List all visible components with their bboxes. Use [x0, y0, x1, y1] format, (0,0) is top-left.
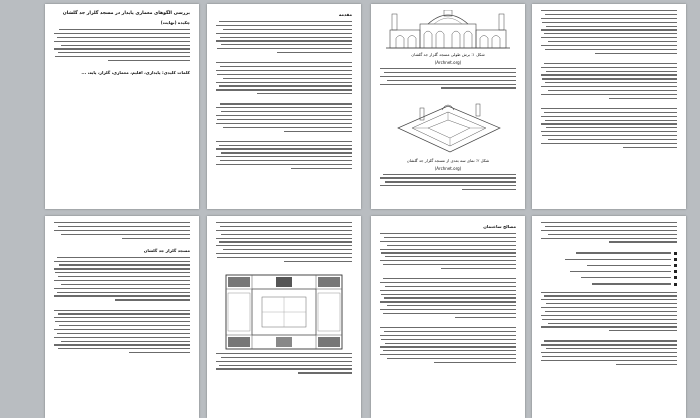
- text-line: [221, 357, 352, 358]
- text-line: [58, 226, 190, 227]
- paper-title: بررسی الگوهای معماری پایدار در مسجد گلزار جد گلشان: [62, 11, 190, 16]
- page4-text-3: [541, 108, 677, 148]
- text-line: [57, 333, 190, 334]
- text-line: [609, 330, 677, 331]
- text-line: [544, 33, 677, 34]
- text-line: [441, 268, 516, 269]
- text-line: [54, 344, 190, 345]
- text-line: [541, 108, 677, 109]
- text-line: [545, 82, 677, 83]
- text-line: [216, 115, 352, 116]
- text-line: [54, 310, 190, 311]
- text-line: [383, 278, 516, 279]
- text-line: [54, 48, 190, 49]
- text-line: [217, 119, 352, 120]
- page8-text-3: [541, 340, 677, 364]
- text-line: [216, 40, 352, 41]
- text-line: [216, 89, 352, 90]
- text-line: [216, 245, 352, 246]
- text-line: [61, 284, 190, 285]
- text-line: [541, 315, 677, 316]
- text-line: [291, 168, 352, 169]
- document-page-4: [532, 4, 686, 209]
- text-line: [54, 288, 190, 289]
- document-page-6: [207, 216, 361, 418]
- text-line: [384, 72, 516, 73]
- text-line: [383, 174, 516, 175]
- text-line: [616, 364, 677, 365]
- text-line: [216, 238, 352, 239]
- text-line: [216, 368, 352, 369]
- figure-1-caption: شکل ۱: برش طولی مسجد گلزار جد گلشان: [411, 52, 485, 57]
- text-line: [217, 48, 352, 49]
- text-line: [216, 62, 352, 63]
- text-line: [220, 226, 352, 227]
- text-line: [216, 156, 352, 157]
- text-line: [115, 299, 190, 300]
- text-line: [609, 241, 677, 242]
- text-line: [544, 340, 677, 341]
- text-line: [380, 346, 516, 347]
- document-page-2: [207, 4, 361, 209]
- text-line: [541, 45, 677, 46]
- text-line: [54, 33, 190, 34]
- text-line: [284, 131, 352, 132]
- intro-text-1: [216, 21, 352, 53]
- page5-text-1: [54, 222, 190, 239]
- page8-text-1: [541, 222, 677, 243]
- list-item: [541, 270, 677, 273]
- text-line: [387, 305, 516, 306]
- abstract-heading: چکیده (نهایت): [160, 20, 190, 25]
- text-line: [216, 253, 352, 254]
- text-line: [216, 148, 352, 149]
- page4-text-2: [541, 63, 677, 99]
- abstract-text: [54, 29, 190, 61]
- page3-text-1: [380, 68, 516, 89]
- text-line: [541, 123, 677, 124]
- text-line: [220, 37, 352, 38]
- text-line: [548, 90, 677, 91]
- figure-1-subcaption: (Archnet.org): [434, 60, 462, 65]
- text-line: [59, 264, 190, 265]
- text-line: [541, 307, 677, 308]
- text-line: [383, 264, 516, 265]
- text-line: [380, 290, 516, 291]
- text-line: [220, 160, 352, 161]
- text-line: [216, 33, 352, 34]
- text-line: [223, 127, 352, 128]
- text-line: [221, 111, 352, 112]
- text-line: [219, 145, 352, 146]
- text-line: [541, 86, 677, 87]
- text-line: [219, 85, 352, 86]
- text-line: [541, 326, 677, 327]
- text-line: [108, 60, 190, 61]
- text-line: [541, 299, 677, 300]
- text-line: [217, 74, 352, 75]
- text-line: [541, 352, 677, 353]
- text-line: [462, 189, 516, 190]
- text-line: [548, 323, 677, 324]
- text-line: [216, 70, 352, 71]
- text-line: [545, 226, 677, 227]
- list-item: [541, 258, 677, 261]
- text-line: [57, 257, 190, 258]
- text-line: [545, 14, 677, 15]
- text-line: [220, 103, 352, 104]
- text-line: [385, 343, 516, 344]
- text-line: [380, 68, 516, 69]
- text-line: [54, 230, 190, 231]
- text-line: [542, 78, 677, 79]
- text-line: [380, 309, 516, 310]
- text-line: [216, 82, 352, 83]
- text-line: [58, 313, 190, 314]
- text-line: [546, 127, 677, 128]
- text-line: [58, 52, 190, 53]
- text-line: [380, 249, 516, 250]
- text-line: [541, 74, 677, 75]
- text-line: [216, 25, 352, 26]
- text-line: [380, 241, 516, 242]
- text-line: [546, 348, 677, 349]
- text-line: [216, 353, 352, 354]
- text-line: [541, 10, 677, 11]
- section-heading-mosque: مسجد گلزار جد گلشان: [143, 247, 190, 253]
- text-line: [55, 321, 190, 322]
- text-line: [541, 143, 677, 144]
- text-line: [54, 222, 190, 223]
- text-line: [387, 245, 516, 246]
- text-line: [217, 257, 352, 258]
- text-line: [57, 292, 190, 293]
- text-line: [385, 286, 516, 287]
- text-line: [380, 84, 516, 85]
- text-line: [381, 339, 516, 340]
- text-line: [384, 297, 516, 298]
- text-line: [54, 280, 190, 281]
- section-heading-materials: مصالح ساختمان: [483, 224, 516, 229]
- text-line: [542, 22, 677, 23]
- mosque-floor-plan-drawing: [222, 271, 346, 353]
- text-line: [380, 260, 516, 261]
- text-line: [54, 295, 190, 296]
- text-line: [219, 365, 352, 366]
- page7-text-3: [380, 327, 516, 363]
- text-line: [380, 185, 516, 186]
- text-line: [221, 44, 352, 45]
- text-line: [387, 80, 516, 81]
- text-line: [545, 311, 677, 312]
- page4-text-1: [541, 10, 677, 54]
- text-line: [219, 241, 352, 242]
- text-line: [216, 222, 352, 223]
- page5-text-2: [54, 257, 190, 301]
- text-line: [383, 350, 516, 351]
- text-line: [545, 49, 677, 50]
- text-line: [546, 303, 677, 304]
- section-heading-intro: مقدمه: [338, 12, 352, 17]
- intro-text-2: [216, 62, 352, 94]
- text-line: [57, 37, 190, 38]
- text-line: [545, 120, 677, 121]
- list-item: [541, 252, 677, 255]
- list-item: [541, 276, 677, 279]
- text-line: [548, 41, 677, 42]
- text-line: [61, 341, 190, 342]
- page7-text-2: [380, 278, 516, 318]
- text-line: [384, 237, 516, 238]
- text-line: [383, 313, 516, 314]
- text-line: [541, 360, 677, 361]
- text-line: [541, 292, 677, 293]
- text-line: [54, 329, 190, 330]
- text-line: [380, 301, 516, 302]
- text-line: [54, 268, 190, 269]
- text-line: [55, 272, 190, 273]
- text-line: [548, 139, 677, 140]
- text-line: [59, 325, 190, 326]
- mosque-section-drawing: [384, 10, 512, 50]
- text-line: [542, 356, 677, 357]
- text-line: [541, 116, 677, 117]
- text-line: [216, 141, 352, 142]
- text-line: [380, 233, 516, 234]
- text-line: [54, 261, 190, 262]
- text-line: [541, 29, 677, 30]
- list-item: [541, 283, 677, 286]
- text-line: [61, 234, 190, 235]
- text-line: [381, 252, 516, 253]
- text-line: [219, 21, 352, 22]
- text-line: [441, 87, 516, 88]
- text-line: [544, 112, 677, 113]
- text-line: [380, 177, 516, 178]
- text-line: [61, 45, 190, 46]
- document-page-5: [45, 216, 199, 418]
- page7-text-1: [380, 233, 516, 269]
- text-line: [380, 335, 516, 336]
- text-line: [434, 362, 516, 363]
- page6-text-1: [216, 222, 352, 262]
- intro-text-4: [216, 141, 352, 169]
- page8-bullet-list: [541, 252, 677, 286]
- text-line: [380, 76, 516, 77]
- text-line: [455, 317, 516, 318]
- text-line: [380, 327, 516, 328]
- text-line: [223, 78, 352, 79]
- text-line: [298, 372, 352, 373]
- text-line: [54, 41, 190, 42]
- text-line: [221, 234, 352, 235]
- text-line: [542, 319, 677, 320]
- text-line: [284, 261, 352, 262]
- text-line: [623, 147, 677, 148]
- text-line: [223, 249, 352, 250]
- text-line: [277, 52, 352, 53]
- keywords-line: کلمات کلیدی: پایداری، اقلیم، معماری، گلزار، پایه، ...: [81, 70, 190, 76]
- text-line: [220, 66, 352, 67]
- text-line: [216, 164, 352, 165]
- text-line: [54, 317, 190, 318]
- page5-text-3: [54, 310, 190, 354]
- text-line: [223, 29, 352, 30]
- text-line: [380, 282, 516, 283]
- text-line: [542, 135, 677, 136]
- text-line: [380, 354, 516, 355]
- page8-text-2: [541, 292, 677, 332]
- text-line: [546, 26, 677, 27]
- text-line: [541, 222, 677, 223]
- text-line: [385, 181, 516, 182]
- text-line: [541, 238, 677, 239]
- intro-text-3: [216, 103, 352, 131]
- figure-2-caption: شکل ۲: نمای سه بعدی از مسجد گلزار جد گلشان: [406, 157, 490, 163]
- text-line: [387, 358, 516, 359]
- text-line: [122, 238, 190, 239]
- text-line: [541, 230, 677, 231]
- text-line: [544, 295, 677, 296]
- text-line: [216, 107, 352, 108]
- text-line: [541, 67, 677, 68]
- document-page-7: [371, 216, 525, 418]
- document-page-8: [532, 216, 686, 418]
- text-line: [546, 71, 677, 72]
- text-line: [384, 331, 516, 332]
- text-line: [216, 361, 352, 362]
- text-line: [541, 131, 677, 132]
- text-line: [257, 93, 352, 94]
- text-line: [541, 37, 677, 38]
- text-line: [541, 18, 677, 19]
- mosque-3d-plan-drawing: [392, 98, 504, 156]
- text-line: [58, 276, 190, 277]
- text-line: [221, 152, 352, 153]
- text-line: [385, 256, 516, 257]
- text-line: [54, 337, 190, 338]
- text-line: [541, 94, 677, 95]
- text-line: [129, 352, 190, 353]
- text-line: [216, 230, 352, 231]
- text-line: [544, 63, 677, 64]
- list-item: [541, 264, 677, 267]
- text-line: [58, 348, 190, 349]
- text-line: [541, 344, 677, 345]
- text-line: [595, 53, 677, 54]
- text-line: [609, 98, 677, 99]
- page6-text-2: [216, 353, 352, 374]
- text-line: [548, 234, 677, 235]
- text-line: [216, 123, 352, 124]
- text-line: [59, 29, 190, 30]
- text-line: [381, 294, 516, 295]
- text-line: [55, 56, 190, 57]
- page3-text-2: [380, 174, 516, 191]
- document-page-3: [371, 4, 525, 209]
- document-page-1: [45, 4, 199, 209]
- figure-2-subcaption: (Archnet.org): [434, 165, 462, 171]
